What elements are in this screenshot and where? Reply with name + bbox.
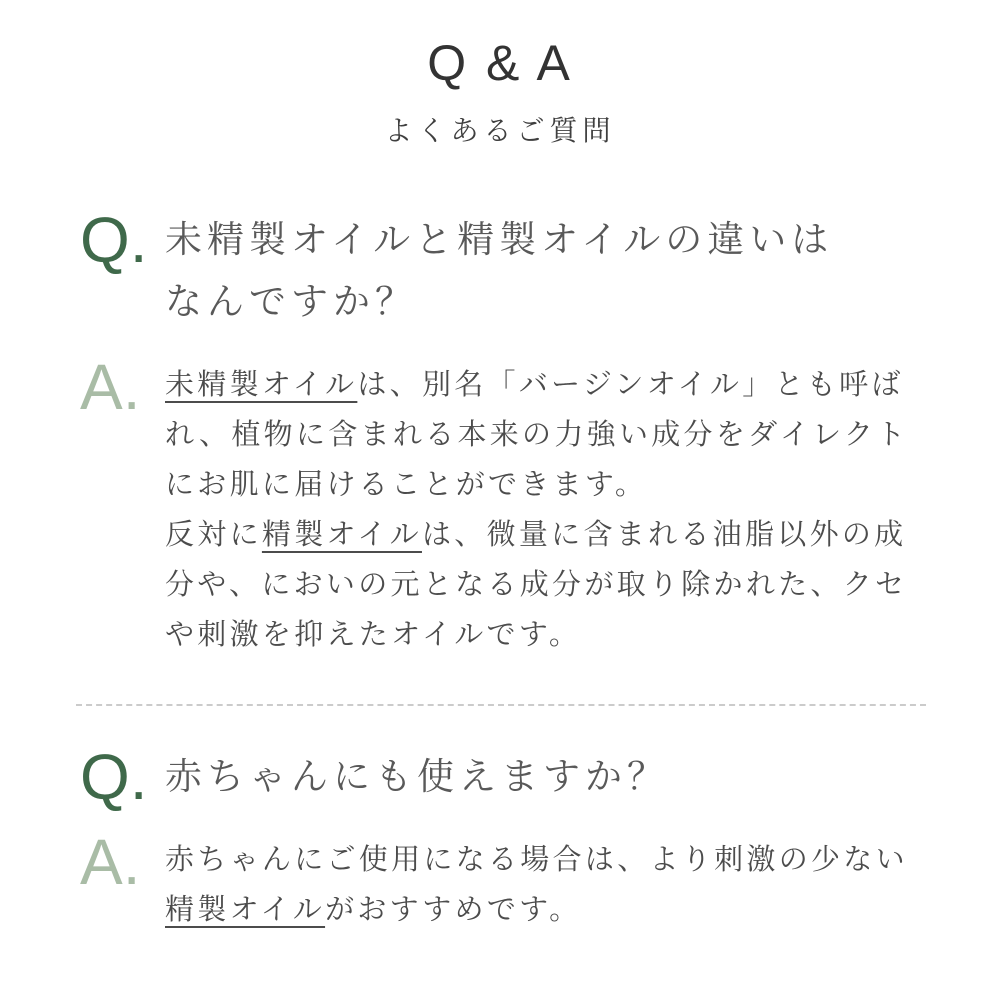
question-marker: Q. [80, 741, 148, 813]
page-header [0, 0, 1000, 151]
qa-item [80, 741, 922, 935]
answer-segment: 反対に [165, 519, 262, 551]
dashed-divider [76, 704, 926, 706]
answer-segment: にお肌に届けることができます。 [165, 469, 648, 501]
answer-segment: がおすすめです。 [325, 894, 582, 926]
underlined-term: 未精製オイル [165, 369, 358, 401]
question-marker: Q. [80, 204, 148, 276]
question-row [80, 741, 922, 813]
answer-line [165, 460, 908, 510]
page-title: Q & A [427, 35, 573, 91]
answer-segment: 赤ちゃんにご使用になる場合は、より刺激の少ない [165, 844, 908, 876]
answer-text [165, 360, 908, 660]
question-text [165, 209, 833, 333]
underlined-term: 精製オイル [261, 519, 422, 551]
question-line: 赤ちゃんにも使えますか？ [165, 756, 669, 797]
answer-row [80, 826, 922, 935]
qa-list [0, 204, 1000, 935]
answer-line [165, 410, 908, 460]
page-subtitle: よくあるご質問 [384, 115, 616, 146]
answer-row [80, 351, 922, 660]
answer-segment: は、微量に含まれる油脂以外の成 [421, 519, 907, 551]
answer-text [165, 835, 908, 935]
underlined-term: 精製オイル [165, 894, 326, 926]
answer-line [165, 360, 908, 410]
answer-line [165, 610, 908, 660]
answer-line [165, 560, 908, 610]
answer-segment: や刺激を抑えたオイルです。 [165, 619, 582, 651]
answer-line [165, 835, 908, 885]
answer-line [165, 510, 908, 560]
answer-line [165, 885, 908, 935]
answer-marker: A. [80, 826, 141, 898]
answer-segment: は、別名「バージンオイル」とも呼ば [357, 369, 904, 401]
qa-item [80, 204, 922, 660]
question-text [165, 746, 669, 808]
answer-marker: A. [80, 351, 141, 423]
answer-segment: 分や、においの元となる成分が取り除かれた、クセ [165, 569, 908, 601]
answer-segment: れ、植物に含まれる本来の力強い成分をダイレクト [165, 419, 909, 451]
question-line: 未精製オイルと精製オイルの違いは [165, 219, 834, 260]
question-row [80, 204, 922, 333]
question-line: なんですか？ [165, 281, 417, 322]
